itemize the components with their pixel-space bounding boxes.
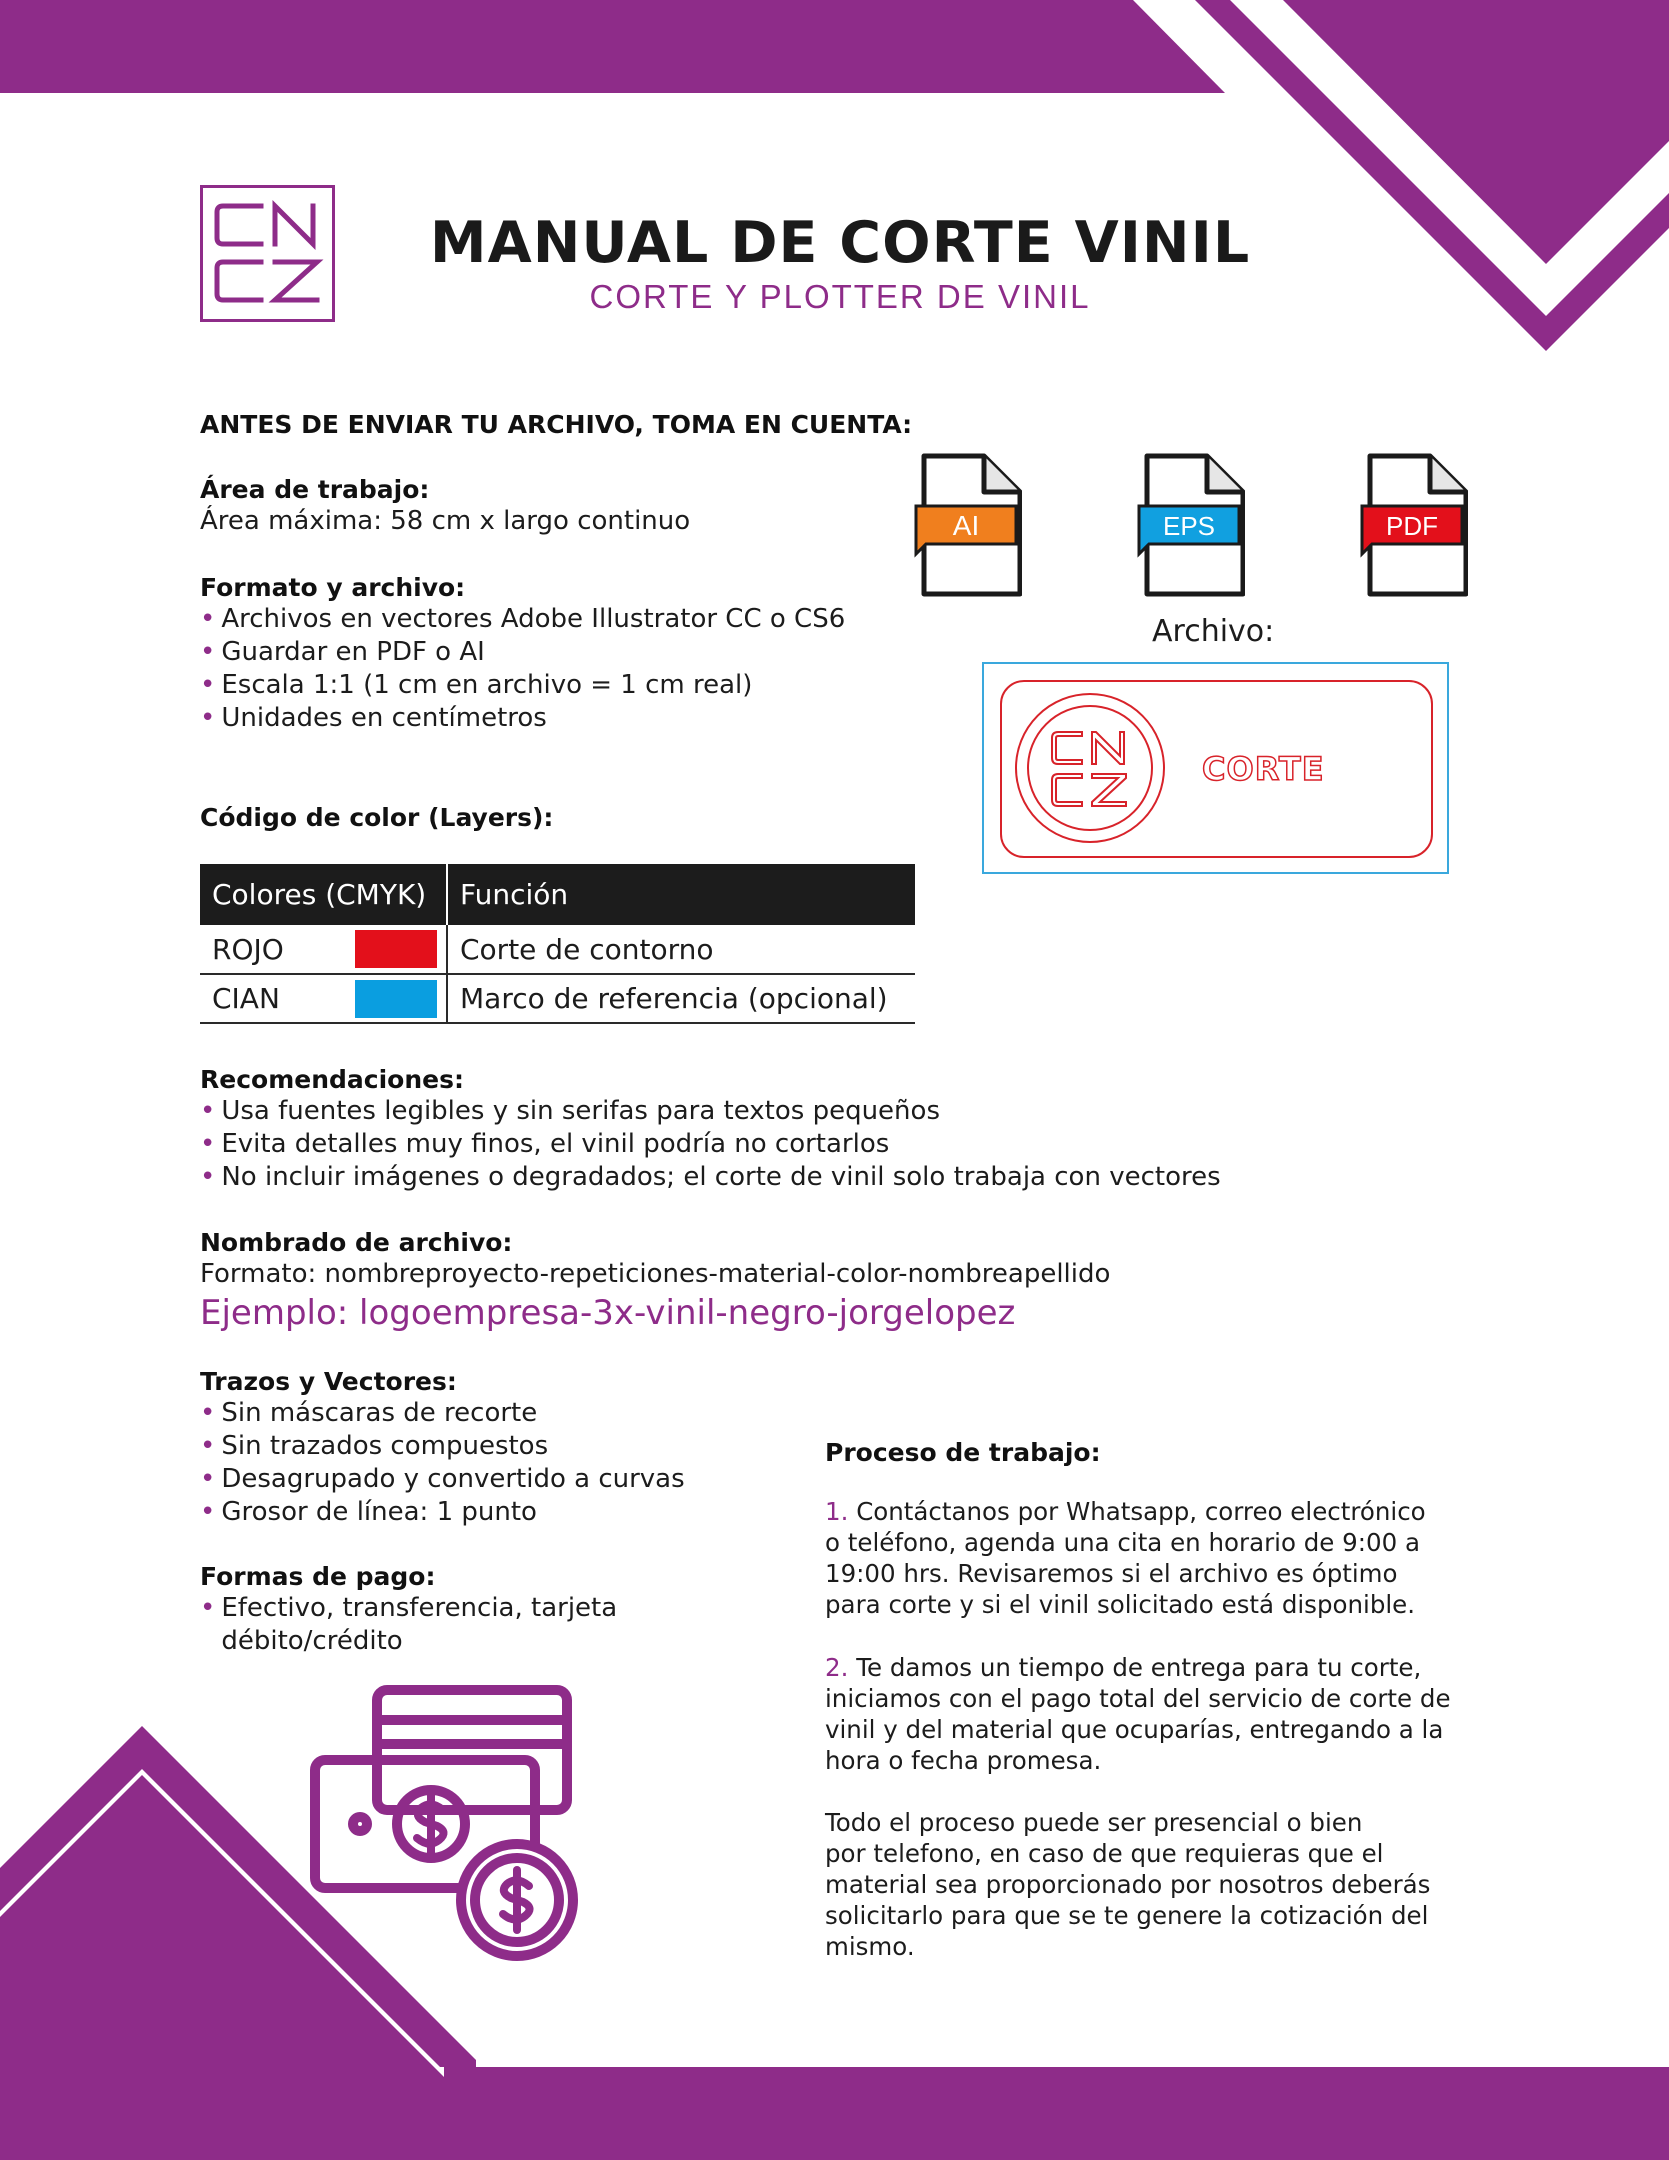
list-item: • Grosor de línea: 1 punto [200, 1497, 537, 1527]
table-header-colors: Colores (CMYK) [200, 864, 447, 925]
list-item: • Sin trazados compuestos [200, 1431, 549, 1461]
cncz-logo [200, 185, 335, 322]
recommendations-title: Recomendaciones: [200, 1065, 464, 1094]
format-list [200, 603, 845, 735]
process-step-1 [825, 1496, 1426, 1620]
file-pdf-icon [1358, 450, 1468, 600]
file-ai-label: AI [952, 510, 980, 541]
work-area-text: Área máxima: 58 cm x largo continuo [200, 506, 691, 536]
bottom-band-shape [444, 2067, 1669, 2160]
list-item: débito/crédito [221, 1626, 403, 1656]
payment-list [200, 1592, 617, 1658]
color-name: CIAN [200, 974, 355, 1023]
page-title: MANUAL DE CORTE VINIL [429, 210, 1251, 276]
process-line: 19:00 hrs. Revisaremos si el archivo es óptimo [825, 1559, 1398, 1588]
corte-sample-text: CORTE [1202, 750, 1325, 788]
list-item: • Desagrupado y convertido a curvas [200, 1464, 685, 1494]
list-item: • Efectivo, transferencia, tarjeta [200, 1593, 618, 1623]
strokes-list [200, 1397, 685, 1529]
recommendations-list [200, 1095, 1221, 1194]
list-item: • Sin máscaras de recorte [200, 1398, 538, 1428]
list-item: • Guardar en PDF o AI [200, 637, 485, 667]
top-band-shape [0, 0, 1225, 93]
archivo-label: Archivo: [1152, 614, 1275, 649]
process-line: 2. Te damos un tiempo de entrega para tu corte, [825, 1653, 1422, 1682]
process-line: mismo. [825, 1932, 915, 1961]
process-line: solicitarlo para que se te genere la cotización del [825, 1901, 1429, 1930]
work-area-title: Área de trabajo: [200, 475, 430, 504]
table-header-row [200, 864, 915, 925]
payment-title: Formas de pago: [200, 1562, 436, 1591]
naming-title: Nombrado de archivo: [200, 1228, 513, 1257]
table-row [200, 925, 915, 974]
step-number: 2. [825, 1653, 849, 1682]
process-line: 1. Contáctanos por Whatsapp, correo electrónico [825, 1497, 1426, 1526]
list-item: • Unidades en centímetros [200, 703, 547, 733]
color-function: Corte de contorno [447, 925, 915, 974]
list-item: • No incluir imágenes o degradados; el corte de vinil solo trabaja con vectores [200, 1162, 1221, 1192]
color-swatch-red [355, 925, 447, 974]
process-line: o teléfono, agenda una cita en horario de 9:00 a [825, 1528, 1420, 1557]
naming-format: Formato: nombreproyecto-repeticiones-material-color-nombreapellido [200, 1259, 1111, 1289]
color-swatch-cyan [355, 974, 447, 1023]
process-line: Todo el proceso puede ser presencial o bien [825, 1808, 1363, 1837]
cncz-logo [1012, 690, 1168, 846]
color-name: ROJO [200, 925, 355, 974]
process-line: hora o fecha promesa. [825, 1746, 1102, 1775]
file-pdf-label: PDF [1386, 511, 1438, 541]
list-item: • Evita detalles muy finos, el vinil podría no cortarlos [200, 1129, 890, 1159]
list-item: • Archivos en vectores Adobe Illustrator CC o CS6 [200, 604, 846, 634]
list-item: • Usa fuentes legibles y sin serifas para textos pequeños [200, 1096, 940, 1126]
process-line: para corte y si el vinil solicitado está disponible. [825, 1590, 1416, 1619]
page-subtitle: CORTE Y PLOTTER DE VINIL [589, 278, 1091, 315]
step-number: 1. [825, 1497, 849, 1526]
payment-money-card-icon [305, 1682, 595, 1964]
cut-contour-frame [1000, 680, 1433, 858]
naming-example: Ejemplo: logoempresa-3x-vinil-negro-jorgelopez [200, 1293, 1016, 1333]
process-step-2 [825, 1652, 1451, 1776]
file-preview [982, 662, 1449, 874]
process-line: por telefono, en caso de que requieras que el [825, 1839, 1384, 1868]
color-function: Marco de referencia (opcional) [447, 974, 915, 1023]
table-header-function: Función [447, 864, 915, 925]
format-title: Formato y archivo: [200, 573, 466, 602]
process-closing [825, 1807, 1430, 1962]
process-line: vinil y del material que ocuparías, entregando a la [825, 1715, 1444, 1744]
list-item: • Escala 1:1 (1 cm en archivo = 1 cm real) [200, 670, 753, 700]
process-title: Proceso de trabajo: [825, 1438, 1101, 1467]
color-code-title: Código de color (Layers): [200, 803, 554, 832]
file-ai-icon [912, 450, 1022, 600]
file-eps-icon [1135, 450, 1245, 600]
color-code-table [200, 864, 915, 1024]
process-line: material sea proporcionado por nosotros deberás [825, 1870, 1431, 1899]
strokes-title: Trazos y Vectores: [200, 1367, 457, 1396]
intro-heading: ANTES DE ENVIAR TU ARCHIVO, TOMA EN CUENTA: [200, 410, 913, 439]
table-row [200, 974, 915, 1023]
process-line: iniciamos con el pago total del servicio de corte de [825, 1684, 1451, 1713]
file-eps-label: EPS [1162, 511, 1216, 541]
